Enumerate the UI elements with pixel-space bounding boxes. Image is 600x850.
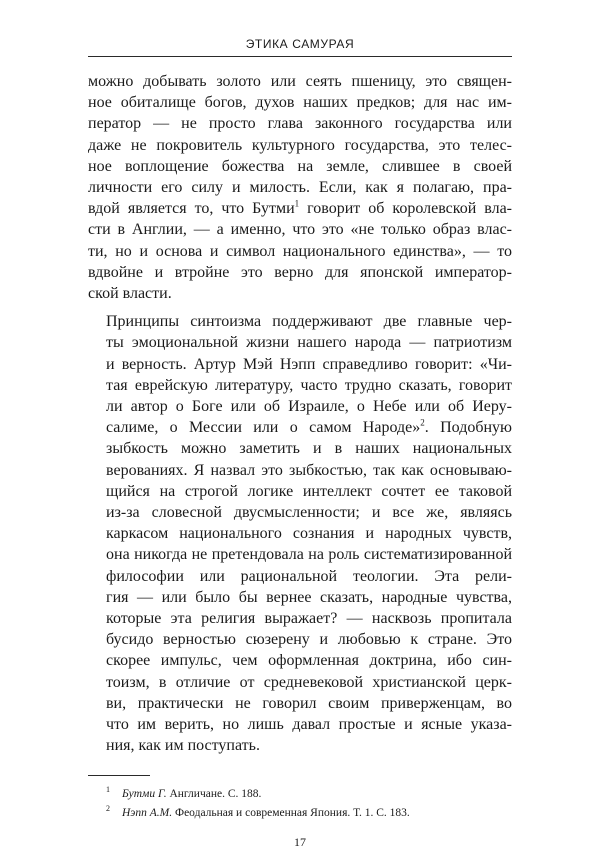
text-line: даже не покровитель культурного государства, это телес- bbox=[88, 136, 512, 154]
footnote-text: Англичане. С. 188. bbox=[166, 787, 262, 800]
text-line: бусидо верностью сюзерену и любовью к стране. Это bbox=[106, 631, 512, 649]
paragraph-1 bbox=[88, 71, 512, 304]
text-line: философии или рациональной теологии. Эта рели- bbox=[106, 567, 512, 585]
paragraph-2 bbox=[88, 311, 512, 756]
footnote-author: Нэпп А.М. bbox=[122, 807, 173, 820]
footnote-ref-2: 2 bbox=[420, 417, 425, 428]
text-line: которые эта религия выражает? — насквозь пропитала bbox=[106, 610, 512, 628]
text-line: ли автор о Боге или об Израиле, о Небе или об Иеру- bbox=[106, 398, 512, 416]
text-line: ты эмоциональной жизни нашего народа — патриотизм bbox=[106, 334, 512, 352]
footnote-number: 2 bbox=[106, 804, 110, 814]
text-line-with-footnote-ref bbox=[88, 198, 512, 219]
text-line: каркасом национального сознания и народных чувств, bbox=[106, 525, 512, 543]
text-line: ное обиталище богов, духов наших предков; для нас им- bbox=[88, 94, 512, 112]
text-line: ви, практически не говорил своим приверженцам, во bbox=[106, 694, 512, 712]
footnote-rule bbox=[88, 775, 150, 776]
text-line: можно добывать золото или сеять пшеницу, это священ- bbox=[88, 73, 512, 90]
text-line: Принципы синтоизма поддерживают две главные чер- bbox=[106, 313, 512, 331]
text-line: ния, как им поступать. bbox=[106, 737, 260, 755]
text-line: и верность. Артур Мэй Нэпп справедливо говорит: «Чи- bbox=[106, 355, 512, 373]
text-line: скорее импульс, чем оформленная доктрина, ибо син- bbox=[106, 652, 512, 670]
text-line: сти в Англии, — а именно, что это «не только образ влас- bbox=[88, 221, 512, 239]
footnote-number: 1 bbox=[106, 784, 110, 794]
text-line: верованиях. Я назвал это зыбкостью, так как основываю- bbox=[106, 461, 512, 479]
text-line: ти, но и основа и символ национального единства», — то bbox=[88, 242, 512, 260]
header-rule bbox=[88, 56, 512, 57]
footnote-2 bbox=[106, 801, 512, 821]
text-line: зыбкость можно заметить и в наших национальных bbox=[106, 440, 512, 458]
text-line: из-за словесной двусмысленности; и все же, являясь bbox=[106, 504, 512, 522]
book-page bbox=[88, 36, 512, 850]
text-line: щийся на строгой логике интеллект сочтет ее таковой bbox=[106, 482, 512, 500]
running-title: ЭТИКА САМУРАЯ bbox=[245, 37, 355, 51]
text-segment: салиме, о Мессии или о самом Народе» bbox=[106, 419, 421, 437]
text-line: что им верить, но лишь давал простые и ясные указа- bbox=[106, 716, 512, 734]
text-line: личности его силу и милость. Если, как я полагаю, пра- bbox=[88, 179, 512, 197]
text-segment: . Подобную bbox=[424, 419, 513, 437]
text-line: ской власти. bbox=[88, 285, 172, 303]
footnote-text: Феодальная и современная Япония. Т. 1. С. 183. bbox=[172, 807, 410, 820]
text-line: гия — или было бы вернее сказать, народные чувства, bbox=[106, 588, 512, 606]
text-line: тая еврейскую литературу, часто трудно сказать, говорит bbox=[106, 376, 512, 394]
text-line-with-footnote-ref bbox=[88, 417, 512, 438]
footnote-author: Бутми Г. bbox=[122, 787, 167, 800]
page-number: 17 bbox=[294, 835, 306, 850]
text-line: ператор — не просто глава законного государства или bbox=[88, 115, 512, 133]
text-segment: вдой является то, что Бутми bbox=[88, 200, 295, 218]
text-segment: говорит об королевской вла- bbox=[307, 200, 513, 218]
footnote-1 bbox=[106, 782, 512, 802]
paragraph-gap bbox=[88, 304, 512, 311]
text-line: вдвойне и втройне это верно для японской император- bbox=[88, 263, 512, 281]
text-line: она никогда не претендовала на роль систематизированной bbox=[106, 546, 512, 564]
text-line: ное воплощение божества на земле, слившее в своей bbox=[88, 157, 512, 175]
text-line: тоизм, в отличие от средневековой христианской церк- bbox=[106, 673, 512, 691]
footnote-ref-1: 1 bbox=[294, 198, 300, 209]
